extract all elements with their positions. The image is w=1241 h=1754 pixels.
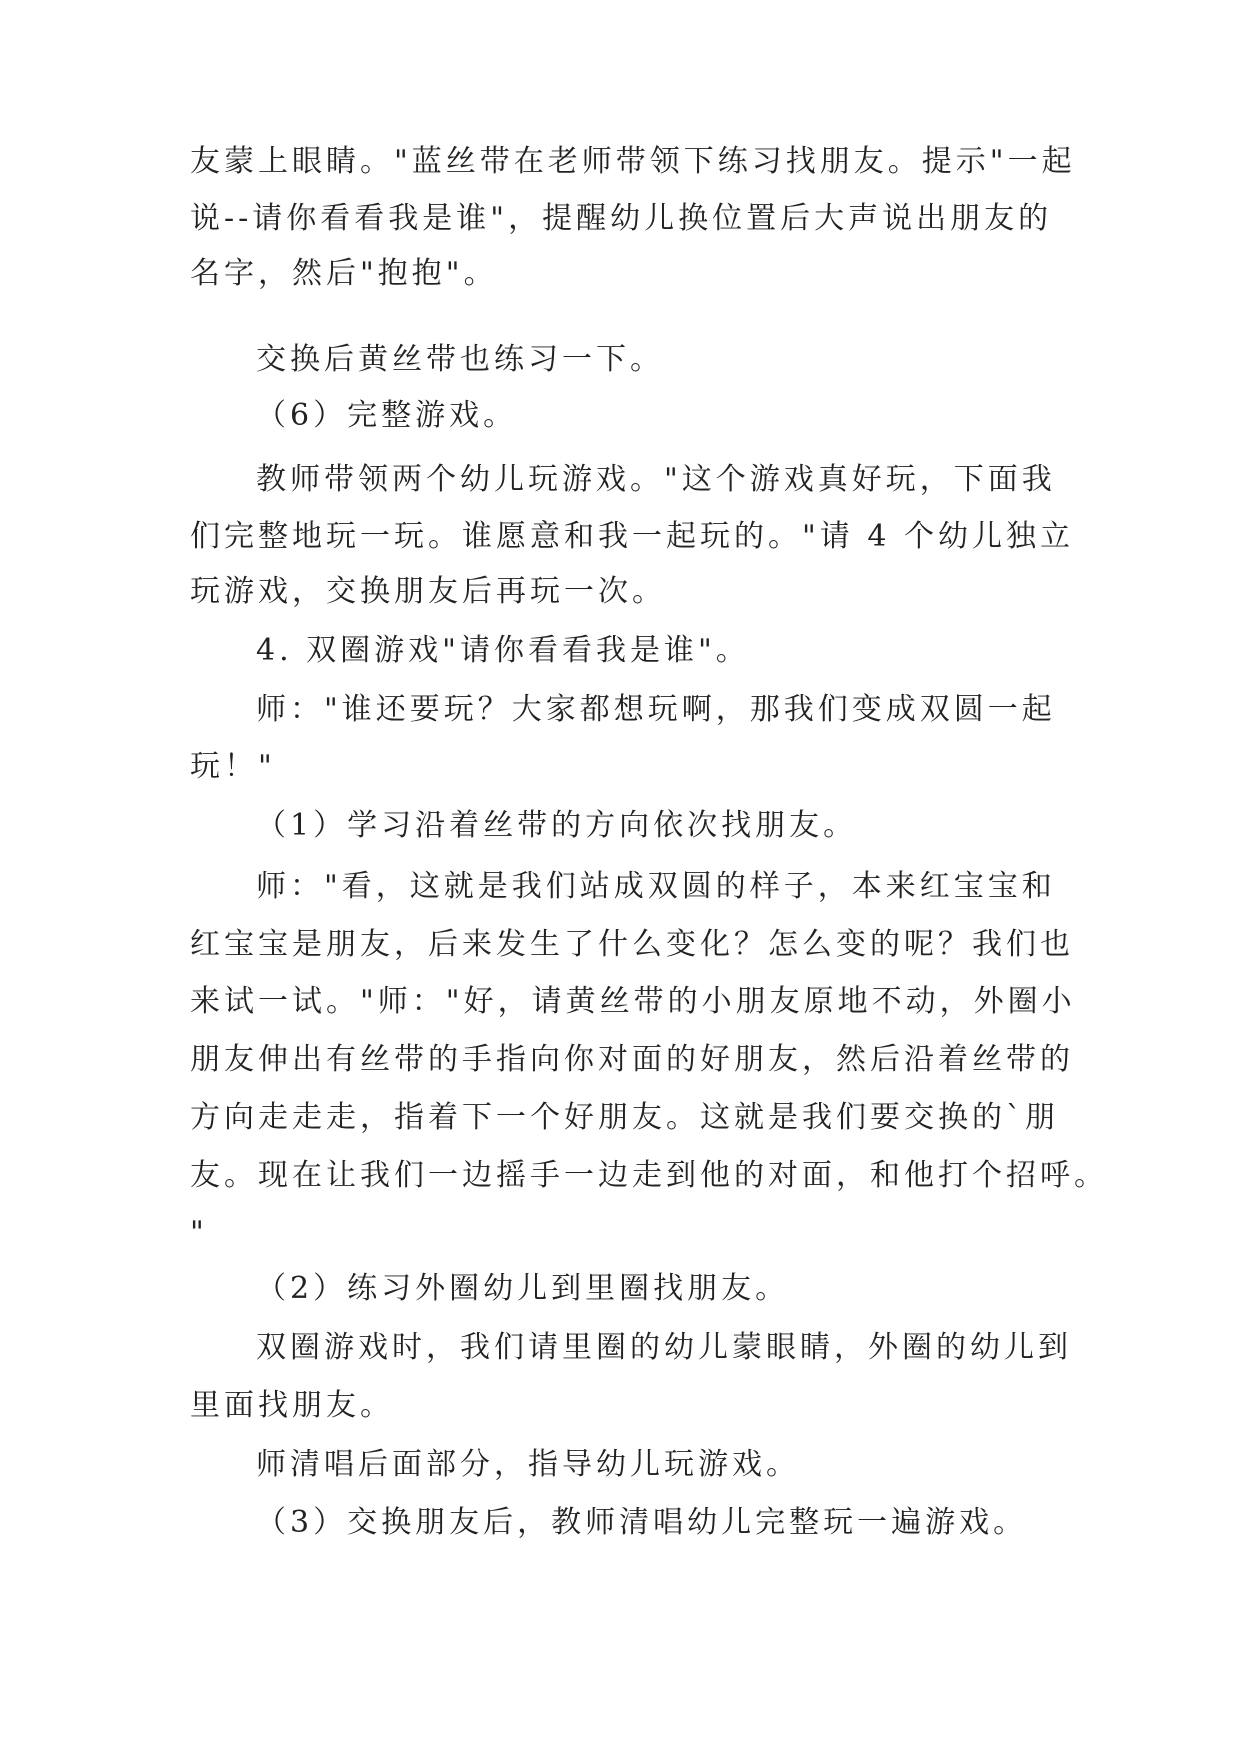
text-line: 名字，然后"抱抱"。 (190, 256, 498, 291)
text-line: 师清唱后面部分，指导幼儿玩游戏。 (256, 1447, 800, 1482)
text-line: 双圈游戏时，我们请里圈的幼儿蒙眼睛，外圈的幼儿到 (256, 1330, 1072, 1365)
text-line: 4. 双圈游戏"请你看看我是谁"。 (256, 633, 750, 668)
text-line: 来试一试。"师："好，请黄丝带的小朋友原地不动，外圈小 (190, 984, 1076, 1019)
text-line: （2）练习外圈幼儿到里圈找朋友。 (256, 1271, 790, 1306)
text-line: 们完整地玩一玩。谁愿意和我一起玩的。"请 4 个幼儿独立 (190, 519, 1074, 554)
text-line: " (190, 1215, 208, 1250)
text-line: （6）完整游戏。 (256, 398, 518, 433)
text-line: （3）交换朋友后，教师清唱幼儿完整玩一遍游戏。 (256, 1505, 1028, 1540)
text-line: 交换后黄丝带也练习一下。 (256, 342, 664, 377)
text-line: 友。现在让我们一边摇手一边走到他的对面，和他打个招呼。 (190, 1158, 1108, 1193)
text-line: 教师带领两个幼儿玩游戏。"这个游戏真好玩，下面我 (256, 462, 1056, 497)
text-line: 师："谁还要玩？大家都想玩啊，那我们变成双圆一起 (256, 692, 1056, 727)
text-line: 玩游戏，交换朋友后再玩一次。 (190, 574, 666, 609)
text-line: 玩！" (190, 749, 276, 784)
text-line: 说--请你看看我是谁"，提醒幼儿换位置后大声说出朋友的 (190, 201, 1053, 236)
text-line: （1）学习沿着丝带的方向依次找朋友。 (256, 808, 858, 843)
text-line: 朋友伸出有丝带的手指向你对面的好朋友，然后沿着丝带的 (190, 1042, 1074, 1077)
text-line: 师："看，这就是我们站成双圆的样子，本来红宝宝和 (256, 869, 1056, 904)
text-line: 红宝宝是朋友，后来发生了什么变化？怎么变的呢？我们也 (190, 927, 1074, 962)
text-line: 里面找朋友。 (190, 1388, 394, 1423)
text-line: 方向走走走，指着下一个好朋友。这就是我们要交换的`朋 (190, 1100, 1059, 1135)
text-line: 友蒙上眼睛。"蓝丝带在老师带领下练习找朋友。提示"一起 (190, 144, 1076, 179)
